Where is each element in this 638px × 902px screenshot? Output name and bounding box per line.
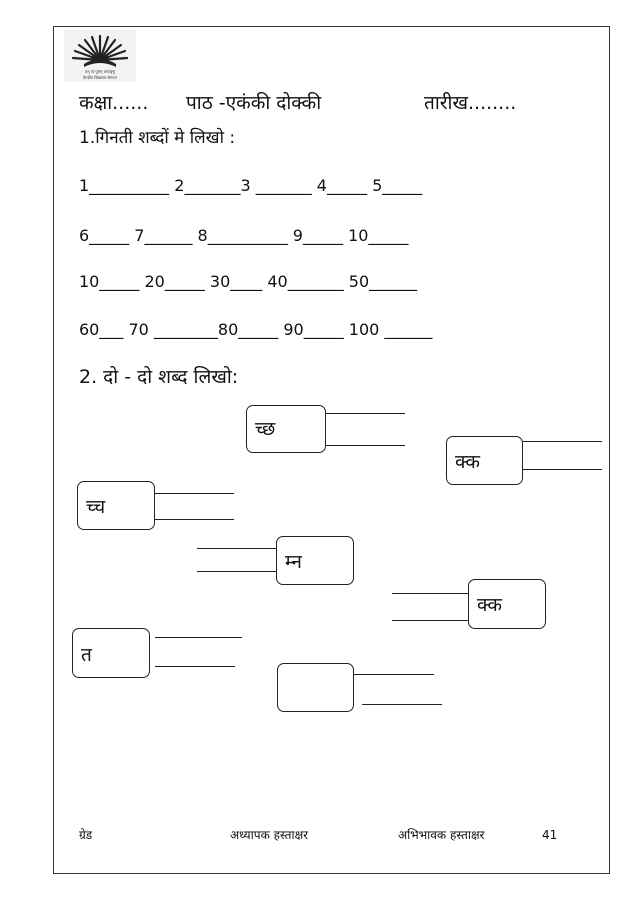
answer-line[interactable] (523, 469, 602, 470)
lesson-title: पाठ -एकंकी दोक्की (186, 92, 322, 114)
kvs-logo (64, 30, 136, 82)
answer-line[interactable] (392, 620, 468, 621)
number-row-1: 1__________ 2_______3 _______ 4_____ 5_____ (79, 176, 423, 195)
conjunct-box: क्क (468, 579, 546, 629)
answer-line[interactable] (155, 637, 242, 638)
logo-caption-bottom: केन्द्रीय विद्यालय संगठन (83, 75, 117, 80)
answer-line[interactable] (362, 704, 442, 705)
number-row-2: 6_____ 7______ 8__________ 9_____ 10_____ (79, 226, 409, 245)
grade-label: ग्रेड (79, 828, 93, 842)
answer-line[interactable] (326, 445, 405, 446)
number-row-4: 60___ 70 ________80_____ 90_____ 100 ______ (79, 320, 433, 339)
question-1-title: 1.गिनती शब्दों मे लिखो : (79, 128, 236, 148)
conjunct-box: च्च (77, 481, 155, 530)
page-number: 41 (542, 828, 558, 842)
number-row-3: 10_____ 20_____ 30____ 40_______ 50______ (79, 272, 418, 291)
conjunct-box: त (72, 628, 150, 678)
question-2-title: 2. दो - दो शब्द लिखो: (79, 366, 239, 388)
answer-line[interactable] (197, 548, 276, 549)
conjunct-box: च्छ (246, 405, 326, 453)
answer-line[interactable] (155, 519, 234, 520)
answer-line[interactable] (155, 493, 234, 494)
class-label: कक्षा...... (79, 92, 149, 114)
parent-signature-label: अभिभावक हस्ताक्षर (398, 828, 485, 842)
answer-line[interactable] (392, 593, 468, 594)
answer-line[interactable] (197, 571, 276, 572)
answer-line[interactable] (155, 666, 235, 667)
conjunct-box: क्क (446, 436, 523, 485)
answer-line[interactable] (326, 413, 405, 414)
logo-caption-top: तत् त्वं पूषन् अपावृणु (85, 69, 115, 74)
conjunct-box: म्न (276, 536, 354, 585)
answer-line[interactable] (354, 674, 434, 675)
page-border (53, 26, 610, 874)
answer-line[interactable] (523, 441, 602, 442)
teacher-signature-label: अध्यापक हस्ताक्षर (230, 828, 309, 842)
date-label: तारीख........ (424, 92, 517, 114)
empty-conjunct-box (277, 663, 354, 712)
